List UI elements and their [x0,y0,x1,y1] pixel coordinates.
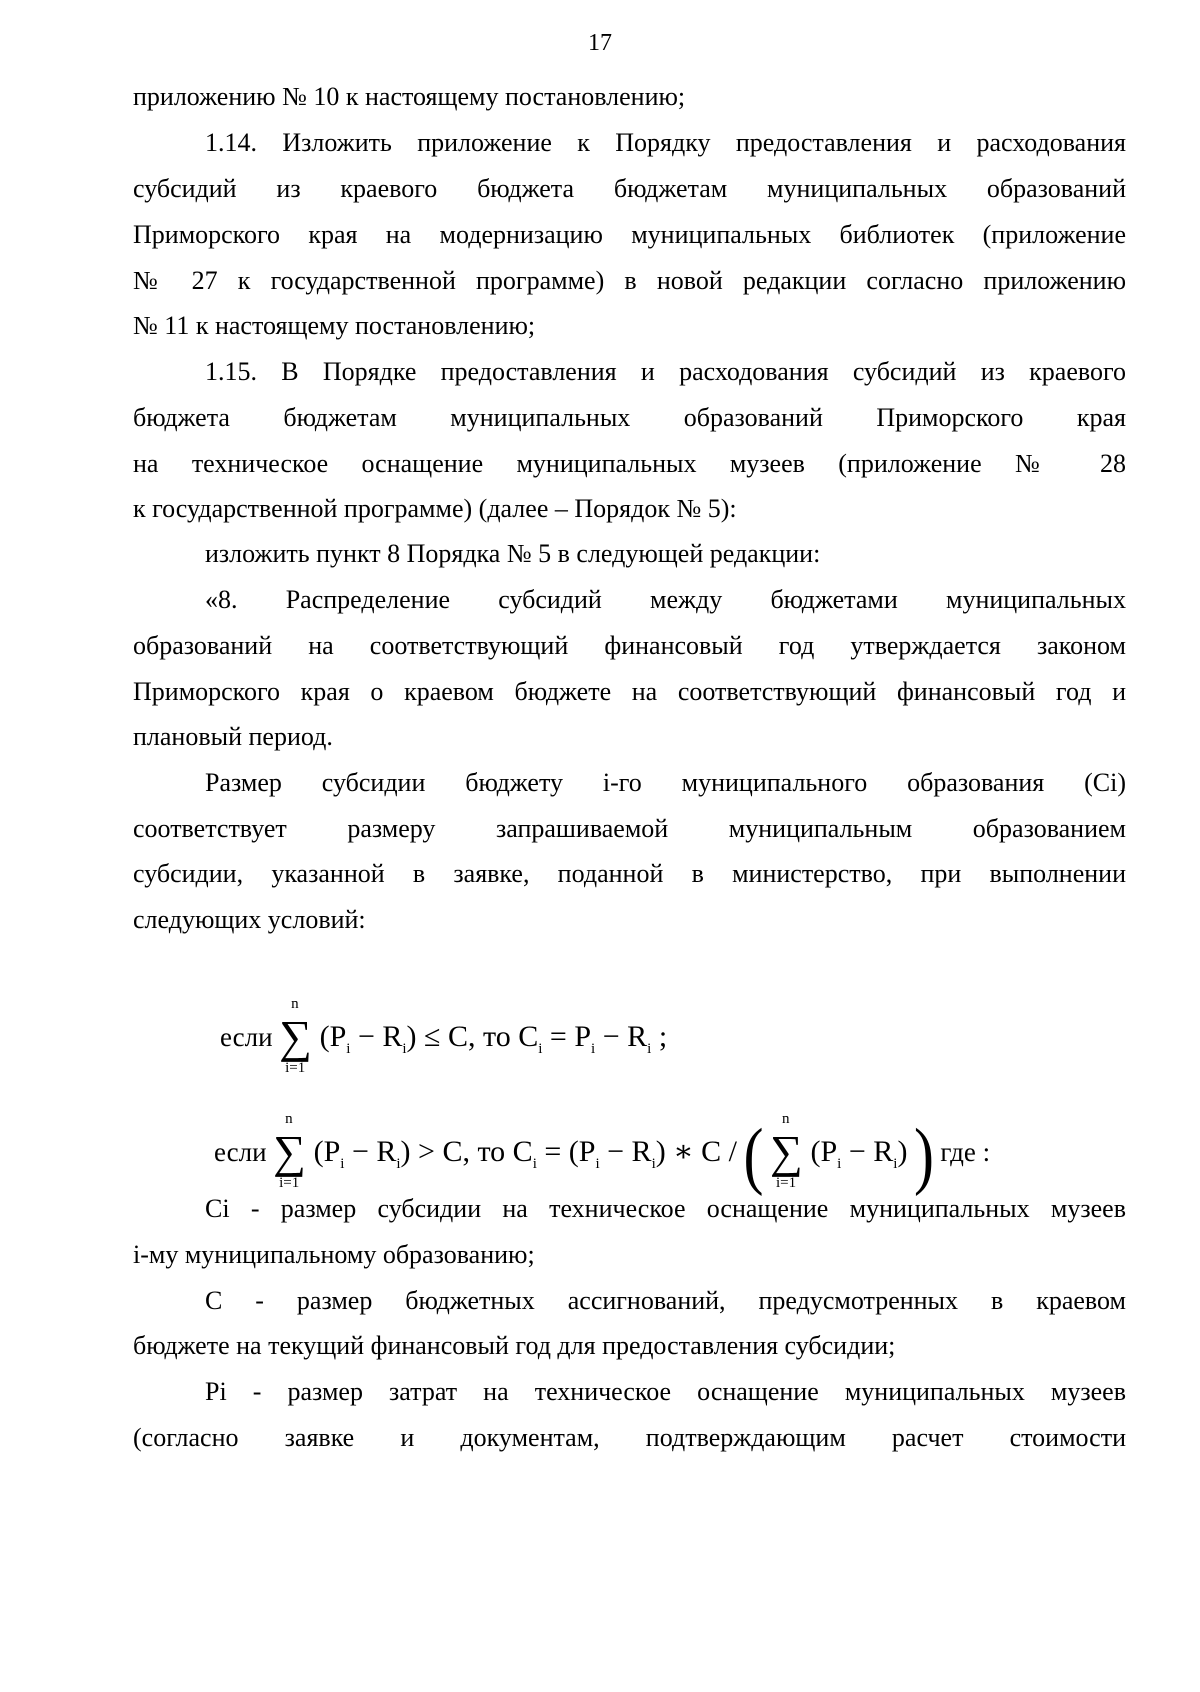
text-line: образований на соответствующий финансовый год утверждается законом [133,631,1126,660]
text-line: № 27 к государственной программе) в новой редакции согласно приложению [133,266,1126,295]
text-line: i-му муниципальному образованию; [133,1240,535,1269]
text-line: субсидии, указанной в заявке, поданной в министерство, при выполнении [133,859,1126,888]
formula-condition-2: если n ∑ i=1 $(P_i - R_i) > C$, то $C_i = (P_i - R_i)$ ∗ C / ( n ∑ i=1 $(P_i - R_i)$ ) где : [214,1111,991,1197]
text-line: на техническое оснащение муниципальных музеев (приложение № 28 [133,449,1126,478]
text-line: C - размер бюджетных ассигнований, предусмотренных в краевом [205,1286,1126,1315]
text-line: Приморского края на модернизацию муниципальных библиотек (приложение [133,220,1126,249]
summation-symbol: n ∑ i=1 [279,996,312,1076]
formula-word-where: где : [940,1136,991,1167]
formula-word-if: если [214,1136,267,1167]
text-line: изложить пункт 8 Порядка № 5 в следующей редакции: [205,539,821,568]
text-line: бюджете на текущий финансовый год для предоставления субсидии; [133,1331,896,1360]
text-line: следующих условий: [133,905,366,934]
text-line: к государственной программе) (далее – Порядок № 5): [133,494,737,523]
text-line: Приморского края о краевом бюджете на соответствующий финансовый год и [133,677,1126,706]
text-line: соответствует размеру запрашиваемой муниципальным образованием [133,814,1126,843]
page-number: 17 [588,30,612,56]
formula-word-if: если [220,1021,273,1052]
text-line: бюджета бюджетам муниципальных образований Приморского края [133,403,1126,432]
text-line: Pi - размер затрат на техническое оснащение муниципальных музеев [205,1377,1126,1406]
text-line: (согласно заявке и документам, подтверждающим расчет стоимости [133,1423,1126,1452]
text-line: «8. Распределение субсидий между бюджетами муниципальных [205,585,1126,614]
text-line: 1.14. Изложить приложение к Порядку предоставления и расходования [205,128,1126,157]
text-line: субсидий из краевого бюджета бюджетам муниципальных образований [133,174,1126,203]
text-line: приложению № 10 к настоящему постановлению; [133,82,686,111]
text-line: № 11 к настоящему постановлению; [133,311,536,340]
text-line: Ci - размер субсидии на техническое оснащение муниципальных музеев [205,1194,1126,1223]
text-line: 1.15. В Порядке предоставления и расходования субсидий из краевого [205,357,1126,386]
summation-symbol: n ∑ i=1 [769,1111,803,1191]
text-line: плановый период. [133,722,333,751]
summation-symbol: n ∑ i=1 [273,1111,306,1191]
formula-condition-1: если n ∑ i=1 $(P_i - R_i) \le C$, то $C_i = P_i - R_i$ ; [220,1000,667,1080]
text-line: Размер субсидии бюджету i-го муниципального образования (Ci) [205,768,1126,797]
